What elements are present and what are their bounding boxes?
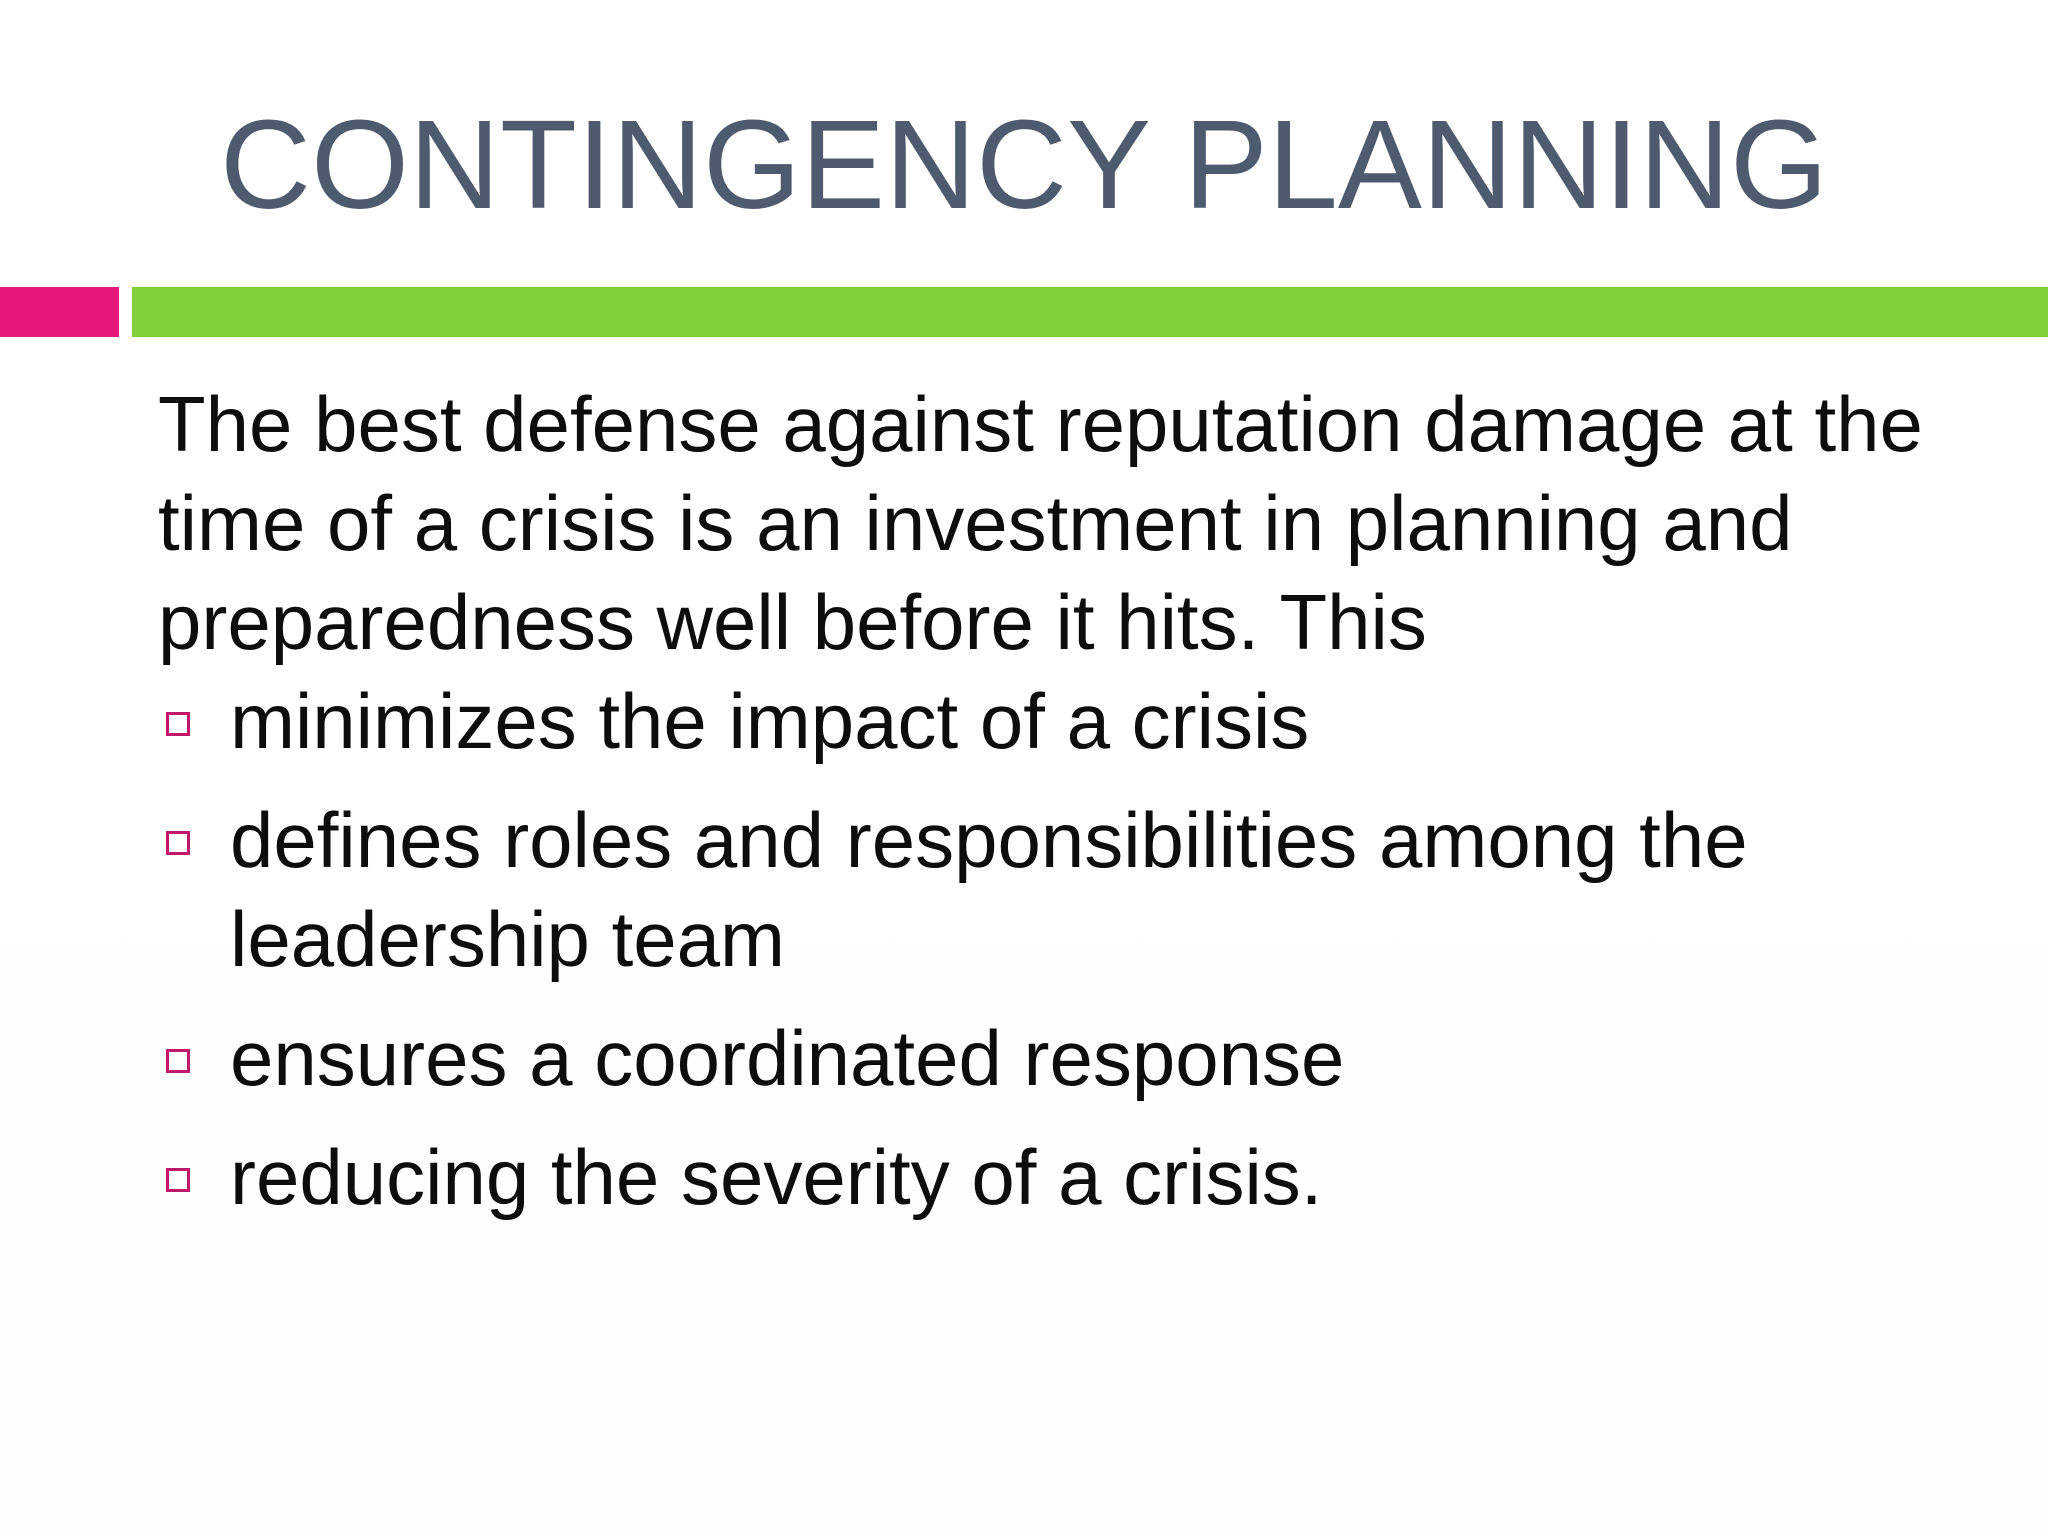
square-bullet-icon — [166, 831, 190, 855]
bullet-item — [158, 672, 1988, 771]
accent-bar — [0, 287, 119, 337]
bullet-text: reducing the severity of a crisis. — [230, 1133, 1323, 1221]
square-bullet-icon — [166, 712, 190, 736]
slide-content — [158, 375, 1988, 1227]
slide-title: CONTINGENCY PLANNING — [220, 94, 1828, 235]
bullet-item — [158, 1128, 1988, 1227]
divider-bar — [132, 287, 2048, 337]
bullet-text: defines roles and responsibilities among the leadership team — [230, 796, 1748, 983]
bullet-text: minimizes the impact of a crisis — [230, 677, 1310, 765]
square-bullet-icon — [166, 1049, 190, 1073]
bullet-text: ensures a coordinated response — [230, 1014, 1345, 1102]
bullet-list — [158, 672, 1988, 1227]
bullet-item — [158, 1009, 1988, 1108]
intro-paragraph: The best defense against reputation damage at the time of a crisis is an investment in planning and preparedness well before it hits. This — [158, 380, 1923, 666]
square-bullet-icon — [166, 1168, 190, 1192]
bullet-item — [158, 791, 1988, 989]
